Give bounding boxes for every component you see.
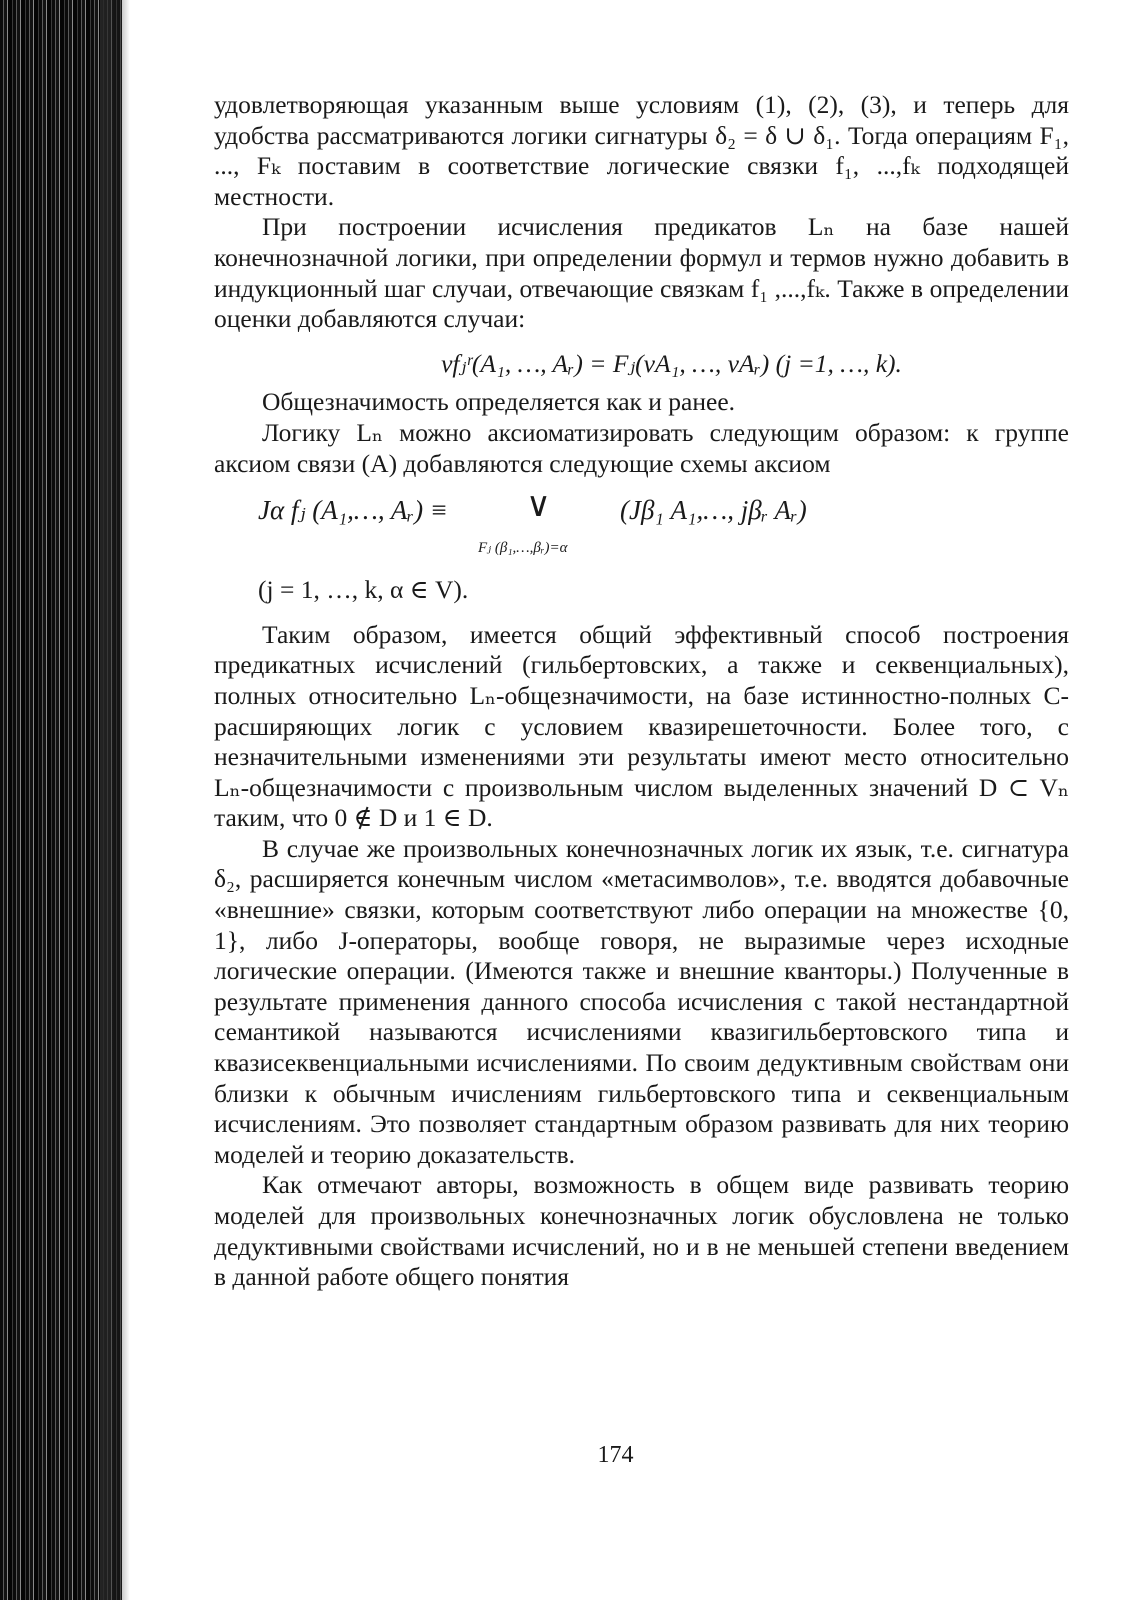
formula-axiom-range: (j = 1, …, k, α ∈ V). [258,575,469,605]
paragraph-model-theory: Как отмечают авторы, возможность в общем виде развивать теорию моделей для произвольных конечнозначных логик обусловлена не только дедуктивными свойствами исчислений, но и в не меньшей степени введением в данной работе общего понятия [214,1170,1069,1292]
paragraph-validity: Общезначимость определяется как и ранее. [262,387,736,417]
axiom-rhs: (Jβ₁ A₁,…, jβᵣ Aᵣ) [620,495,807,526]
page-number: 174 [597,1442,634,1468]
paragraph-predicate-calculus: При построении исчисления предикатов Lₙ на базе нашей конечнозначной логики, при определении формул и термов нужно добавить в индукционный шаг случаи, отвечающие связкам f₁ ,...,fₖ. Также в определении оценки добавляются случаи: [214,212,1069,334]
page-body [214,90,1069,1293]
paragraph-continuation: удовлетворяющая указанным выше условиям (1), (2), (3), и теперь для удобства рассматриваются логики сигнатуры δ₂ = δ ∪ δ₁. Тогда операциям F₁, ..., Fₖ поставим в соответствие логические связки f₁, ...,fₖ подходящей местности. [214,90,1069,211]
formula-axiom-scheme [214,487,1069,565]
paragraph-axiomatization: Логику Lₙ можно аксиоматизировать следующим образом: к группе аксиом связи (А) добавляются следующие схемы аксиом [214,417,1069,478]
formula-valuation: vfⱼʳ(A₁, …, Aᵣ) = Fⱼ(vA₁, …, vAᵣ) (j =1, …, k). [441,348,902,378]
disjunction-subscript: Fⱼ (β₁,…,βᵣ)=α [478,540,568,557]
axiom-lhs: Jα fⱼ (A₁,…, Aᵣ) ≡ [258,495,449,526]
paragraph-general-method: Таким образом, имеется общий эффективный способ построения предикатных исчислений (гильбертовских, а также и секвенциальных), полных относительно Lₙ-общезначимости, на базе истинностно-полных C-расширяющих логик с условием квазирешеточности. Более того, с незначительными изменениями эти результаты имеют место относительно Lₙ-общезначимости с произвольным числом выделенных значений D ⊂ Vₙ таким, что 0 ∉ D и 1 ∈ D. [214,619,1069,833]
paragraph-arbitrary-logics: В случае же произвольных конечнозначных логик их язык, т.е. сигнатура δ₂, расширяется конечным числом «метасимволов», т.е. вводятся добавочные «внешние» связки, которым соответствуют либо операции на множестве {0, 1}, либо J-операторы, вообще говоря, не выразимые через исходные логические операции. (Имеются также и внешние кванторы.) Полученные в результате применения данного способа исчисления с такой нестандартной семантикой называются исчислениями квазигильбертовского типа и квазисеквенциальными исчислениями. По своим дедуктивным свойствам они близки к обычным ичислениям гильбертовского типа и секвенциальным исчислениям. Это позволяет стандартным образом развивать для них теорию моделей и теорию доказательств. [214,833,1069,1169]
scan-binding-shadow [100,0,130,1600]
big-disjunction-symbol: ∨ [526,487,551,525]
